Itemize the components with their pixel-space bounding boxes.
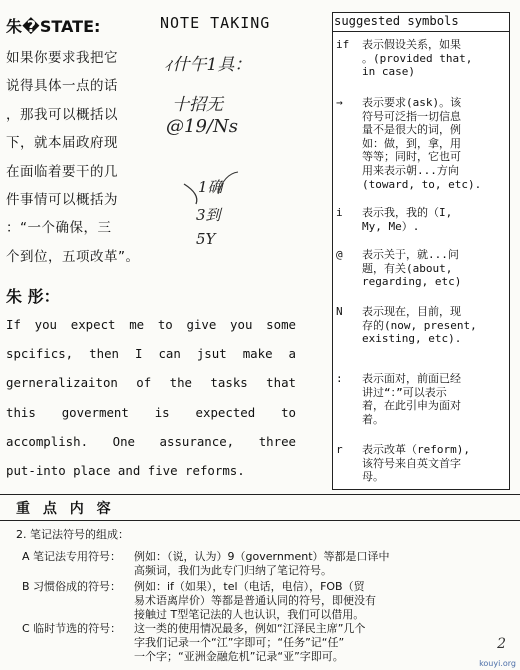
symbols-title-divider: [332, 31, 510, 32]
symbol-mark: N: [336, 305, 343, 318]
symbol-mark: →: [336, 96, 343, 109]
section-divider: [0, 520, 520, 521]
symbol-desc: (toward, to, etc).: [362, 177, 482, 191]
symbol-desc: 着，在此引申为面对: [362, 399, 461, 413]
symbol-desc: My, Me）.: [362, 219, 420, 233]
symbol-desc: 等等；同时，它也可: [362, 150, 461, 164]
symbol-desc: 该符号来自英文首字: [362, 456, 461, 470]
speaker1-line: ：“一个确保，三: [6, 220, 112, 237]
key-points-title: 重 点 内 容: [16, 501, 115, 517]
symbol-desc: 用来表示朝...方向: [362, 163, 459, 177]
symbol-desc: existing, etc).: [362, 332, 462, 346]
symbol-desc: 存的(now, present,: [362, 318, 477, 332]
symbol-mark: if: [336, 38, 350, 51]
speaker2-line: put-into place and five reforms.: [6, 462, 245, 478]
speaker1-paragraph: [6, 44, 156, 271]
symbol-mark: i: [336, 206, 343, 219]
symbol-entry-if: [336, 38, 508, 82]
speaker2-line: gerneralizaiton of the tasks that: [6, 375, 296, 391]
symbol-mark: r: [336, 443, 343, 456]
symbol-entry-arrow: [336, 96, 508, 194]
speaker1-line: 如果你要求我把它: [6, 50, 118, 66]
symbol-desc: 表示改革（reform),: [362, 443, 470, 456]
symbol-desc: 表示面对，前面已经: [362, 372, 461, 385]
symbol-entry-at: [336, 248, 508, 292]
page-number: 2: [497, 636, 506, 652]
handwritten-note: 3到: [196, 206, 221, 224]
speaker1-name: 朱�STATE:: [6, 17, 101, 36]
handwritten-note: @19/Ns: [166, 116, 238, 137]
symbol-entry-colon: [336, 372, 508, 430]
speaker2-line: this goverment is expected to: [6, 404, 296, 420]
speaker2-line: If you expect me to give you some: [6, 317, 296, 332]
handwritten-note: 1确: [198, 178, 223, 196]
speaker1-line: 在面临着要干的几: [6, 163, 118, 180]
key-point-line: 易术语离岸价）等都是普通认同的符号，即便没有: [134, 594, 376, 607]
symbol-desc: 量不是很大的词，例: [362, 123, 461, 137]
speaker1-line: 下，就本届政府现: [6, 135, 118, 152]
watermark: kouyi.org: [479, 659, 516, 668]
speaker1-line: ，那我可以概括以: [6, 106, 118, 123]
symbol-desc: 着。: [362, 412, 384, 426]
symbol-mark: @: [336, 248, 343, 261]
key-point-body: [134, 580, 376, 622]
key-point-label: A 笔记法专用符号：: [22, 550, 122, 563]
speaker2-line: spcifics, then I can jsut make a: [6, 346, 296, 362]
pen-stroke: [184, 184, 197, 204]
key-point-label: C 临时节选的符号：: [22, 622, 122, 635]
speaker1-line: 说得具体一点的话: [6, 78, 118, 95]
symbol-desc: 表示要求(ask)。该: [362, 96, 462, 109]
pen-stroke: [218, 172, 238, 194]
key-point-line: 接触过 T型笔记法的人也认识，我们可以借用。: [134, 608, 365, 621]
symbol-mark: :: [336, 372, 343, 385]
symbol-desc: 表示假设关系，如果: [362, 38, 461, 51]
speaker1-line: 个到位，五项改革”。: [6, 248, 140, 265]
symbols-title: suggested symbols: [334, 14, 459, 28]
symbol-desc: 讲过“：”可以表示: [362, 385, 447, 399]
symbol-desc: regarding, etc): [362, 275, 462, 289]
handwritten-note: 5Y: [196, 230, 216, 248]
symbol-desc: 表示我，我的（I,: [362, 206, 453, 219]
symbol-desc: 题，有关(about,: [362, 261, 453, 275]
key-point-line: 这一类的使用情况最多，例如“江泽民主席”几个: [134, 622, 366, 635]
key-point-line: 例如：if（如果），tel（电话，电信），FOB（贸: [134, 580, 365, 593]
note-taking-title: NOTE TAKING: [160, 14, 271, 32]
symbol-entry-r: [336, 443, 508, 487]
handwriting-strokes: [158, 44, 328, 304]
key-points-heading: 2. 笔记法符号的组成：: [16, 528, 129, 541]
key-point-line: 高频词，我们为此专门归纳了笔记符号。: [134, 564, 332, 577]
symbol-desc: 母。: [362, 470, 384, 484]
key-point-line: 字我们记录一个“江”字即可；“任务”记“任”: [134, 636, 345, 649]
section-divider: [0, 494, 520, 495]
key-point-label: B 习惯俗成的符号：: [22, 580, 122, 593]
speaker1-line: 件事情可以概括为: [6, 191, 118, 208]
symbol-entry-n: [336, 305, 508, 349]
symbol-desc: 。(provided that,: [362, 51, 473, 65]
speaker2-paragraph: [6, 310, 296, 485]
symbol-entry-i: [336, 206, 508, 236]
key-point-body: [134, 550, 390, 578]
handwritten-note: 十招无: [172, 95, 223, 115]
key-point-line: 一个字；“亚洲金融危机”记录“亚”字即可。: [134, 650, 344, 663]
symbol-desc: 表示现在，目前，现: [362, 305, 461, 318]
symbol-desc: in case): [362, 65, 415, 79]
speaker2-line: accomplish. One assurance, three: [6, 433, 296, 449]
symbol-desc: 表示关于，就...问: [362, 248, 459, 261]
key-point-body: [134, 622, 365, 664]
symbol-desc: 符号可泛指一切信息: [362, 109, 461, 123]
symbol-desc: 如：做，到，拿，用: [362, 136, 461, 150]
speaker2-name: 朱 彤：: [6, 287, 60, 306]
handwritten-note: ｨ什午1具：: [164, 55, 252, 75]
key-point-line: 例如：（说，认为）9（government）等都是口译中: [134, 550, 390, 563]
